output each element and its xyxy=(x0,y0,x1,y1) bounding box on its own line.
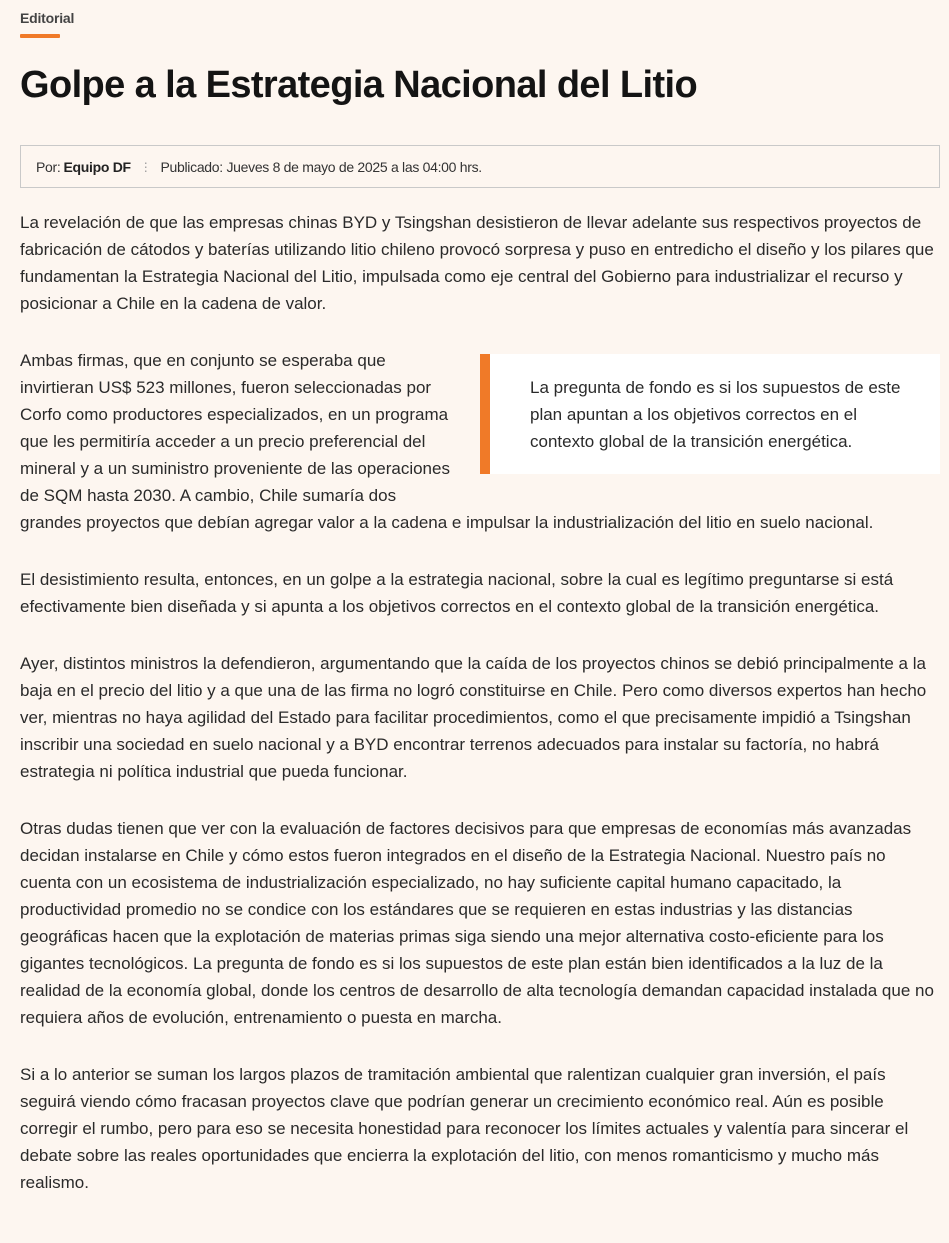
article-paragraph-6: Si a lo anterior se suman los largos plazos de tramitación ambiental que ralentizan cualquier gran inversión, el país seguirá viendo cómo fracasan proyectos clave que podrían generar un crecimiento económico real. Aún es posible corregir el rumbo, pero para eso se necesita honestidad para reconocer los límites actuales y valentía para sincerar el debate sobre las reales oportunidades que encierra la explotación del litio, con menos romanticismo y mucho más realismo. xyxy=(20,1065,909,1192)
article-paragraph-5: Otras dudas tienen que ver con la evaluación de factores decisivos para que empresas de economías más avanzadas decidan instalarse en Chile y cómo estos fueron integrados en el diseño de la Estrategia Nacional. Nuestro país no cuenta con un ecosistema de industrialización especializado, no hay suficiente capital humano capacitado, la productividad promedio no se condice con los estándares que se requieren en estas industrias y las distancias geográficas hacen que la explotación de materias primas siga siendo una mejor alternativa costo-eficiente para los gigantes tecnológicos. La pregunta de fondo es si los supuestos de este plan están bien identificados a la luz de la realidad de la economía global, donde los centros de desarrollo de alta tecnología demandan capacidad instalada que no requiera años de evolución, entrenamiento o puesta en marcha. xyxy=(20,819,934,1027)
article-body xyxy=(20,209,940,1196)
article-title: Golpe a la Estrategia Nacional del Litio xyxy=(20,64,698,106)
article-paragraph-2: Ambas firmas, que en conjunto se esperaba que invirtieran US$ 523 millones, fueron seleccionadas por Corfo como productores especializados, en un programa que les permitiría acceder a un precio preferencial del mineral y a un suministro proveniente de las operaciones de SQM hasta 2030. A cambio, Chile sumaría dos grandes proyectos que debían agregar valor a la cadena e impulsar la industrialización del litio en suelo nacional. xyxy=(20,351,874,532)
byline-separator: ⋮ xyxy=(139,159,152,174)
article-paragraph-4: Ayer, distintos ministros la defendieron, argumentando que la caída de los proyectos chinos se debió principalmente a la baja en el precio del litio y a que una de las firma no logró constituirse en Chile. Pero como diversos expertos han hecho ver, mientras no haya agilidad del Estado para facilitar procedimientos, como el que precisamente impidió a Tsingshan inscribir una sociedad en suelo nacional y a BYD encontrar terrenos adecuados para instalar su factoría, no habrá estrategia ni política industrial que pueda funcionar. xyxy=(20,654,927,781)
section-label[interactable]: Editorial xyxy=(20,10,75,26)
article-paragraph-1: La revelación de que las empresas chinas BYD y Tsingshan desistieron de llevar adelante sus respectivos proyectos de fabricación de cátodos y baterías utilizando litio chileno provocó sorpresa y puso en entredicho el diseño y los pilares que fundamentan la Estrategia Nacional del Litio, impulsada como eje central del Gobierno para industrializar el recurso y posicionar a Chile en la cadena de valor. xyxy=(20,213,934,313)
byline-prefix: Por: xyxy=(36,158,61,175)
article-paragraph-3: El desistimiento resulta, entonces, en un golpe a la estrategia nacional, sobre la cual es legítimo preguntarse si está efectivamente bien diseñada y si apunta a los objetivos correctos en el contexto global de la transición energética. xyxy=(20,570,894,616)
byline-published-date: Publicado: Jueves 8 de mayo de 2025 a las 04:00 hrs. xyxy=(160,158,482,175)
section-underline xyxy=(20,34,60,38)
pull-quote: La pregunta de fondo es si los supuestos de este plan apuntan a los objetivos correctos en el contexto global de la transición energética. xyxy=(480,354,940,474)
byline xyxy=(20,145,940,188)
byline-author[interactable]: Equipo DF xyxy=(63,158,131,175)
